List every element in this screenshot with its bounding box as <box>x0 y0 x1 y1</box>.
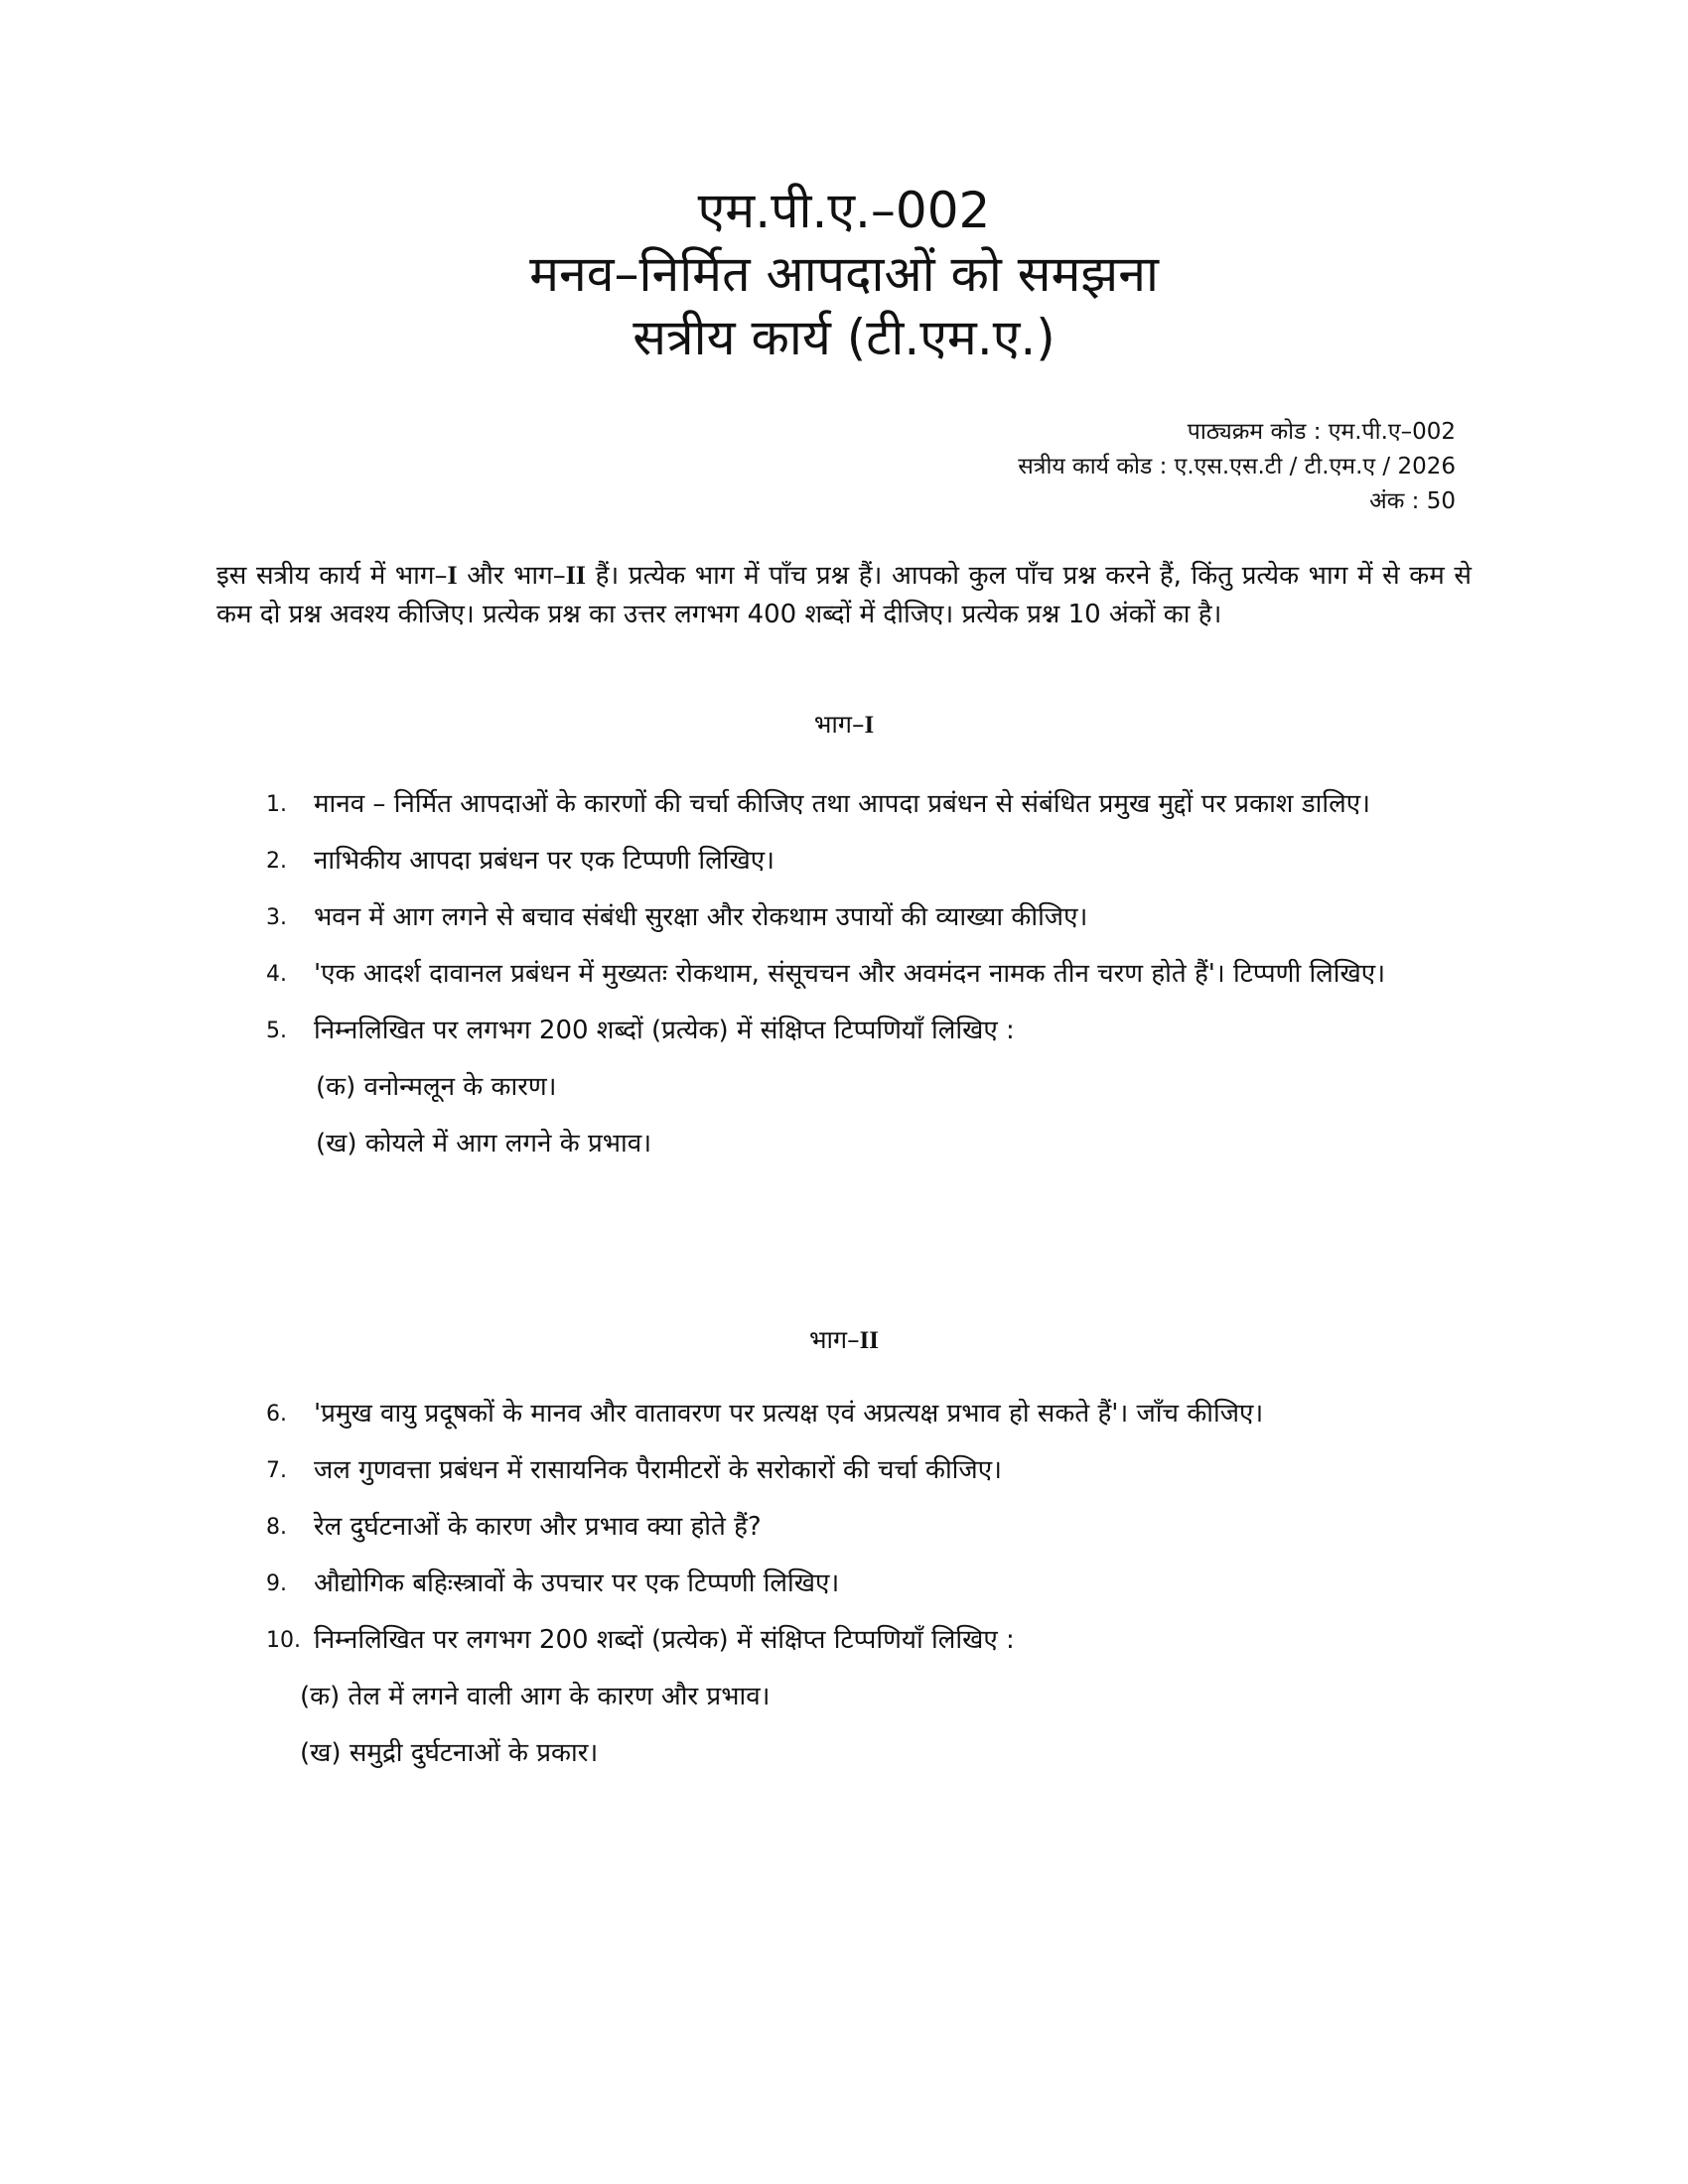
question-item <box>266 1612 1497 1782</box>
instructions-paragraph <box>216 556 1472 634</box>
question-item <box>266 1442 1497 1499</box>
instructions-text-2: और भाग– <box>457 561 566 591</box>
document-type: सत्रीय कार्य (टी.एम.ए.) <box>633 309 1055 366</box>
question-number: 2. <box>266 849 287 874</box>
question-item <box>266 1556 1497 1612</box>
meta-block <box>1018 415 1456 519</box>
question-number: 3. <box>266 905 287 930</box>
question-number: 9. <box>266 1571 287 1596</box>
question-number: 5. <box>266 1019 287 1043</box>
sub-question-b: (ख) कोयले में आग लगने के प्रभाव। <box>316 1129 652 1159</box>
question-number: 8. <box>266 1515 287 1540</box>
part2-heading <box>0 1322 1688 1359</box>
question-item <box>266 1003 1497 1172</box>
sub-question-a: (क) तेल में लगने वाली आग के कारण और प्रभाव। <box>300 1682 771 1711</box>
question-text: 'एक आदर्श दावानल प्रबंधन में मुख्यतः रोकथाम, संसूचचन और अवमंदन नामक तीन चरण होते हैं'। टिप्पणी लिखिए। <box>314 959 1386 989</box>
instructions-roman-2: II <box>565 561 586 590</box>
question-item <box>266 776 1497 833</box>
part1-question-list <box>266 776 1497 1172</box>
part2-heading-roman: II <box>859 1327 880 1354</box>
question-text: निम्नलिखित पर लगभग 200 शब्दों (प्रत्येक) में संक्षिप्त टिप्पणियाँ लिखिए : <box>314 1016 1015 1045</box>
instructions-roman-1: I <box>447 561 458 590</box>
instructions-text-1: इस सत्रीय कार्य में भाग– <box>216 561 448 591</box>
part2-heading-prefix: भाग– <box>808 1325 860 1354</box>
question-text: 'प्रमुख वायु प्रदूषकों के मानव और वातावरण पर प्रत्यक्ष एवं अप्रत्यक्ष प्रभाव हो सकते हैं'। जाँच कीजिए। <box>314 1399 1264 1429</box>
question-number: 4. <box>266 962 287 987</box>
question-text: भवन में आग लगने से बचाव संबंधी सुरक्षा और रोकथाम उपायों की व्याख्या कीजिए। <box>314 902 1088 932</box>
course-code: पाठ्यक्रम कोड : एम.पी.ए–002 <box>1187 419 1456 445</box>
question-text: मानव – निर्मित आपदाओं के कारणों की चर्चा कीजिए तथा आपदा प्रबंधन से संबंधित प्रमुख मुद्दों पर प्रकाश डालिए। <box>314 789 1370 819</box>
question-item <box>266 1499 1497 1556</box>
part1-heading <box>0 707 1688 744</box>
question-number: 10. <box>266 1628 301 1653</box>
course-title: मनव–निर्मित आपदाओं को समझना <box>529 245 1159 303</box>
assignment-code: सत्रीय कार्य कोड : ए.एस.एस.टी / टी.एम.ए / 2026 <box>1018 454 1456 479</box>
question-text: रेल दुर्घटनाओं के कारण और प्रभाव क्या होते हैं? <box>314 1512 762 1542</box>
question-item <box>266 833 1497 889</box>
sub-question-b: (ख) समुद्री दुर्घटनाओं के प्रकार। <box>300 1738 599 1768</box>
part1-heading-prefix: भाग– <box>813 710 865 739</box>
part2-question-list <box>266 1386 1497 1782</box>
question-text: निम्नलिखित पर लगभग 200 शब्दों (प्रत्येक) में संक्षिप्त टिप्पणियाँ लिखिए : <box>314 1625 1015 1655</box>
question-text: नाभिकीय आपदा प्रबंधन पर एक टिप्पणी लिखिए। <box>314 846 774 876</box>
question-number: 7. <box>266 1458 287 1483</box>
question-item <box>266 946 1497 1003</box>
course-line: एम.पी.ए.–002 <box>697 182 991 239</box>
question-item <box>266 889 1497 946</box>
sub-question-a: (क) वनोन्मलून के कारण। <box>316 1072 557 1102</box>
instructions-text-3: हैं। प्रत्येक भाग में पाँच प्रश्न हैं। आपको कुल पाँच प्रश्न करने हैं, किंतु प्रत्येक भाग में से कम से कम दो प्रश्न अवश्य कीजिए। प्रत्येक प्रश्न का उत्तर लगभग 400 शब्दों में दीजिए। प्रत्येक प्रश्न 10 अंकों का है। <box>216 561 1472 629</box>
question-number: 1. <box>266 792 287 817</box>
title-block <box>0 179 1688 369</box>
question-item <box>266 1386 1497 1442</box>
marks: अंक : 50 <box>1369 488 1456 514</box>
part1-heading-roman: I <box>864 712 875 739</box>
question-text: औद्योगिक बहिःस्त्रावों के उपचार पर एक टिप्पणी लिखिए। <box>314 1569 840 1598</box>
question-number: 6. <box>266 1402 287 1427</box>
question-text: जल गुणवत्ता प्रबंधन में रासायनिक पैरामीटरों के सरोकारों की चर्चा कीजिए। <box>314 1455 1002 1485</box>
